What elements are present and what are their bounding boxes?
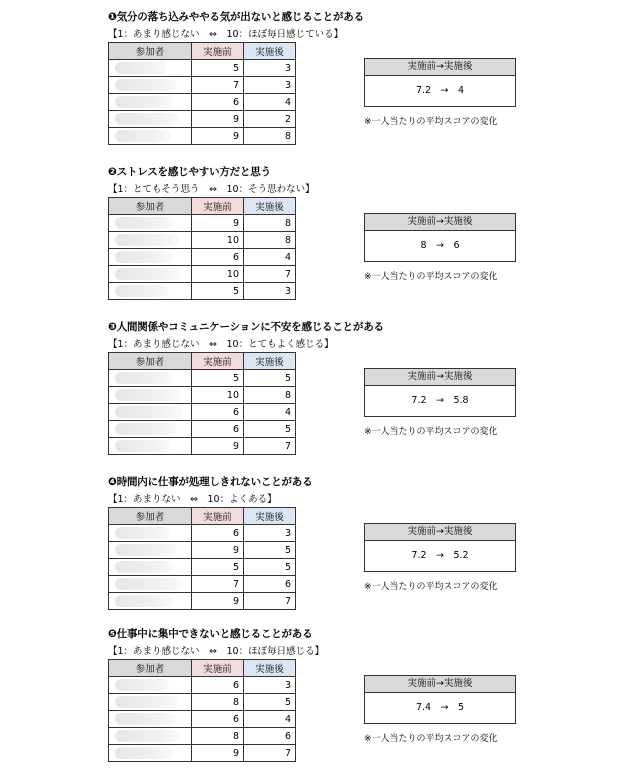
average-summary-box: [364, 58, 516, 107]
after-header: 実施後: [244, 660, 296, 677]
before-score: 5: [192, 370, 244, 387]
table-row: [109, 559, 296, 576]
before-score: 9: [192, 111, 244, 128]
summary-note: ※一人当たりの平均スコアの変化: [364, 117, 498, 127]
participant-name-redacted: [109, 249, 192, 266]
table-row: [109, 694, 296, 711]
score-table: [108, 197, 296, 300]
summary-header: 実施前→実施後: [365, 369, 515, 386]
before-score: 8: [192, 694, 244, 711]
question-title: ❹時間内に仕事が処理しきれないことがある: [108, 476, 313, 488]
question-title: ❶気分の落ち込みややる気が出ないと感じることがある: [108, 11, 364, 23]
before-score: 6: [192, 525, 244, 542]
after-score: 7: [244, 745, 296, 762]
before-score: 6: [192, 711, 244, 728]
table-row: [109, 711, 296, 728]
summary-note: ※一人当たりの平均スコアの変化: [364, 734, 498, 744]
scale-label: 【1：あまり感じない ⇔ 10：ほぼ毎日感じる】: [108, 646, 325, 657]
participant-name-redacted: [109, 60, 192, 77]
question-title: ❷ストレスを感じやすい方だと思う: [108, 166, 271, 178]
table-row: [109, 745, 296, 762]
summary-header: 実施前→実施後: [365, 524, 515, 541]
table-row: [109, 232, 296, 249]
after-score: 7: [244, 266, 296, 283]
participant-name-redacted: [109, 711, 192, 728]
participant-name-redacted: [109, 694, 192, 711]
table-row: [109, 266, 296, 283]
table-row: [109, 370, 296, 387]
summary-value: 7.4 → 5: [415, 702, 465, 713]
table-header-row: [109, 43, 296, 60]
table-row: [109, 593, 296, 610]
participant-name-redacted: [109, 542, 192, 559]
survey-section-2: [0, 164, 627, 316]
table-row: [109, 404, 296, 421]
participant-name-redacted: [109, 387, 192, 404]
participant-name-redacted: [109, 404, 192, 421]
before-score: 9: [192, 542, 244, 559]
after-score: 3: [244, 283, 296, 300]
participant-name-redacted: [109, 525, 192, 542]
after-score: 5: [244, 559, 296, 576]
table-row: [109, 111, 296, 128]
table-row: [109, 283, 296, 300]
after-score: 4: [244, 249, 296, 266]
table-row: [109, 77, 296, 94]
participant-name-redacted: [109, 283, 192, 300]
participant-name-redacted: [109, 77, 192, 94]
after-header: 実施後: [244, 43, 296, 60]
score-table: [108, 352, 296, 455]
after-score: 4: [244, 711, 296, 728]
before-score: 10: [192, 266, 244, 283]
scale-label: 【1：あまり感じない ⇔ 10：とてもよく感じる】: [108, 339, 334, 350]
average-summary-box: [364, 368, 516, 417]
survey-section-3: [0, 319, 627, 471]
participant-name-redacted: [109, 593, 192, 610]
summary-header: 実施前→実施後: [365, 214, 515, 231]
table-header-row: [109, 353, 296, 370]
table-row: [109, 215, 296, 232]
participant-header: 参加者: [109, 508, 192, 525]
after-score: 3: [244, 77, 296, 94]
after-header: 実施後: [244, 353, 296, 370]
participant-name-redacted: [109, 266, 192, 283]
table-row: [109, 60, 296, 77]
after-score: 6: [244, 728, 296, 745]
participant-name-redacted: [109, 111, 192, 128]
before-score: 6: [192, 677, 244, 694]
average-summary-box: [364, 675, 516, 724]
before-score: 5: [192, 283, 244, 300]
table-row: [109, 421, 296, 438]
before-score: 7: [192, 576, 244, 593]
before-score: 9: [192, 128, 244, 145]
after-score: 5: [244, 421, 296, 438]
summary-value: 7.2 → 4: [415, 85, 465, 96]
participant-name-redacted: [109, 94, 192, 111]
scale-label: 【1：あまり感じない ⇔ 10：ほぼ毎日感じている】: [108, 29, 344, 40]
participant-name-redacted: [109, 677, 192, 694]
participant-name-redacted: [109, 728, 192, 745]
summary-value: 7.2 → 5.8: [411, 395, 469, 406]
survey-section-1: [0, 9, 627, 161]
after-score: 3: [244, 60, 296, 77]
summary-note: ※一人当たりの平均スコアの変化: [364, 427, 498, 437]
table-row: [109, 249, 296, 266]
after-score: 3: [244, 677, 296, 694]
after-score: 8: [244, 215, 296, 232]
before-header: 実施前: [192, 43, 244, 60]
table-row: [109, 677, 296, 694]
before-header: 実施前: [192, 353, 244, 370]
participant-name-redacted: [109, 745, 192, 762]
survey-section-5: [0, 626, 627, 778]
before-score: 10: [192, 387, 244, 404]
after-header: 実施後: [244, 198, 296, 215]
before-score: 10: [192, 232, 244, 249]
summary-value: 8 → 6: [420, 240, 460, 251]
table-row: [109, 128, 296, 145]
participant-name-redacted: [109, 576, 192, 593]
before-header: 実施前: [192, 508, 244, 525]
after-score: 6: [244, 576, 296, 593]
before-score: 6: [192, 421, 244, 438]
after-score: 3: [244, 525, 296, 542]
average-summary-box: [364, 213, 516, 262]
after-score: 7: [244, 593, 296, 610]
participant-header: 参加者: [109, 353, 192, 370]
scale-label: 【1：とてもそう思う ⇔ 10：そう思わない】: [108, 184, 315, 195]
before-header: 実施前: [192, 198, 244, 215]
before-score: 9: [192, 215, 244, 232]
before-score: 8: [192, 728, 244, 745]
before-score: 6: [192, 249, 244, 266]
score-table: [108, 659, 296, 762]
after-score: 5: [244, 370, 296, 387]
table-row: [109, 387, 296, 404]
table-header-row: [109, 660, 296, 677]
participant-name-redacted: [109, 128, 192, 145]
summary-note: ※一人当たりの平均スコアの変化: [364, 272, 498, 282]
before-score: 9: [192, 593, 244, 610]
participant-name-redacted: [109, 421, 192, 438]
before-score: 6: [192, 404, 244, 421]
summary-note: ※一人当たりの平均スコアの変化: [364, 582, 498, 592]
participant-header: 参加者: [109, 198, 192, 215]
average-summary-box: [364, 523, 516, 572]
before-score: 6: [192, 94, 244, 111]
table-header-row: [109, 508, 296, 525]
participant-name-redacted: [109, 215, 192, 232]
question-title: ❺仕事中に集中できないと感じることがある: [108, 628, 313, 640]
after-score: 8: [244, 128, 296, 145]
before-score: 9: [192, 745, 244, 762]
before-score: 5: [192, 60, 244, 77]
table-row: [109, 438, 296, 455]
table-row: [109, 576, 296, 593]
after-score: 8: [244, 387, 296, 404]
after-score: 5: [244, 542, 296, 559]
after-score: 4: [244, 94, 296, 111]
after-score: 8: [244, 232, 296, 249]
participant-name-redacted: [109, 370, 192, 387]
table-row: [109, 728, 296, 745]
after-score: 5: [244, 694, 296, 711]
participant-header: 参加者: [109, 660, 192, 677]
after-score: 2: [244, 111, 296, 128]
table-row: [109, 94, 296, 111]
before-score: 7: [192, 77, 244, 94]
after-score: 4: [244, 404, 296, 421]
table-row: [109, 525, 296, 542]
scale-label: 【1：あまりない ⇔ 10：よくある】: [108, 494, 277, 505]
survey-section-4: [0, 474, 627, 626]
before-header: 実施前: [192, 660, 244, 677]
table-row: [109, 542, 296, 559]
after-score: 7: [244, 438, 296, 455]
summary-header: 実施前→実施後: [365, 676, 515, 693]
score-table: [108, 42, 296, 145]
question-title: ❸人間関係やコミュニケーションに不安を感じることがある: [108, 321, 384, 333]
table-header-row: [109, 198, 296, 215]
summary-header: 実施前→実施後: [365, 59, 515, 76]
before-score: 5: [192, 559, 244, 576]
participant-name-redacted: [109, 559, 192, 576]
participant-name-redacted: [109, 438, 192, 455]
participant-header: 参加者: [109, 43, 192, 60]
after-header: 実施後: [244, 508, 296, 525]
score-table: [108, 507, 296, 610]
participant-name-redacted: [109, 232, 192, 249]
summary-value: 7.2 → 5.2: [411, 550, 469, 561]
before-score: 9: [192, 438, 244, 455]
